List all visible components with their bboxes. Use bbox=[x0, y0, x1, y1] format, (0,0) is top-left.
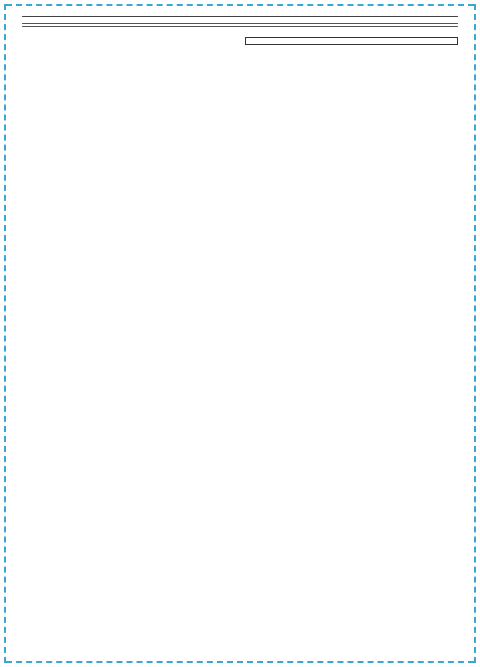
divider-rule bbox=[22, 23, 458, 24]
page-border-left bbox=[4, 4, 6, 663]
right-column bbox=[245, 33, 458, 51]
page-border-bottom bbox=[6, 661, 474, 663]
left-column bbox=[22, 33, 235, 51]
page-border-top bbox=[6, 4, 474, 6]
running-header bbox=[22, 14, 458, 17]
section-divider bbox=[22, 23, 458, 27]
boxed-title bbox=[245, 37, 458, 45]
two-column-body bbox=[22, 33, 458, 51]
divider-rule bbox=[22, 26, 458, 27]
page-border-right bbox=[474, 4, 476, 663]
